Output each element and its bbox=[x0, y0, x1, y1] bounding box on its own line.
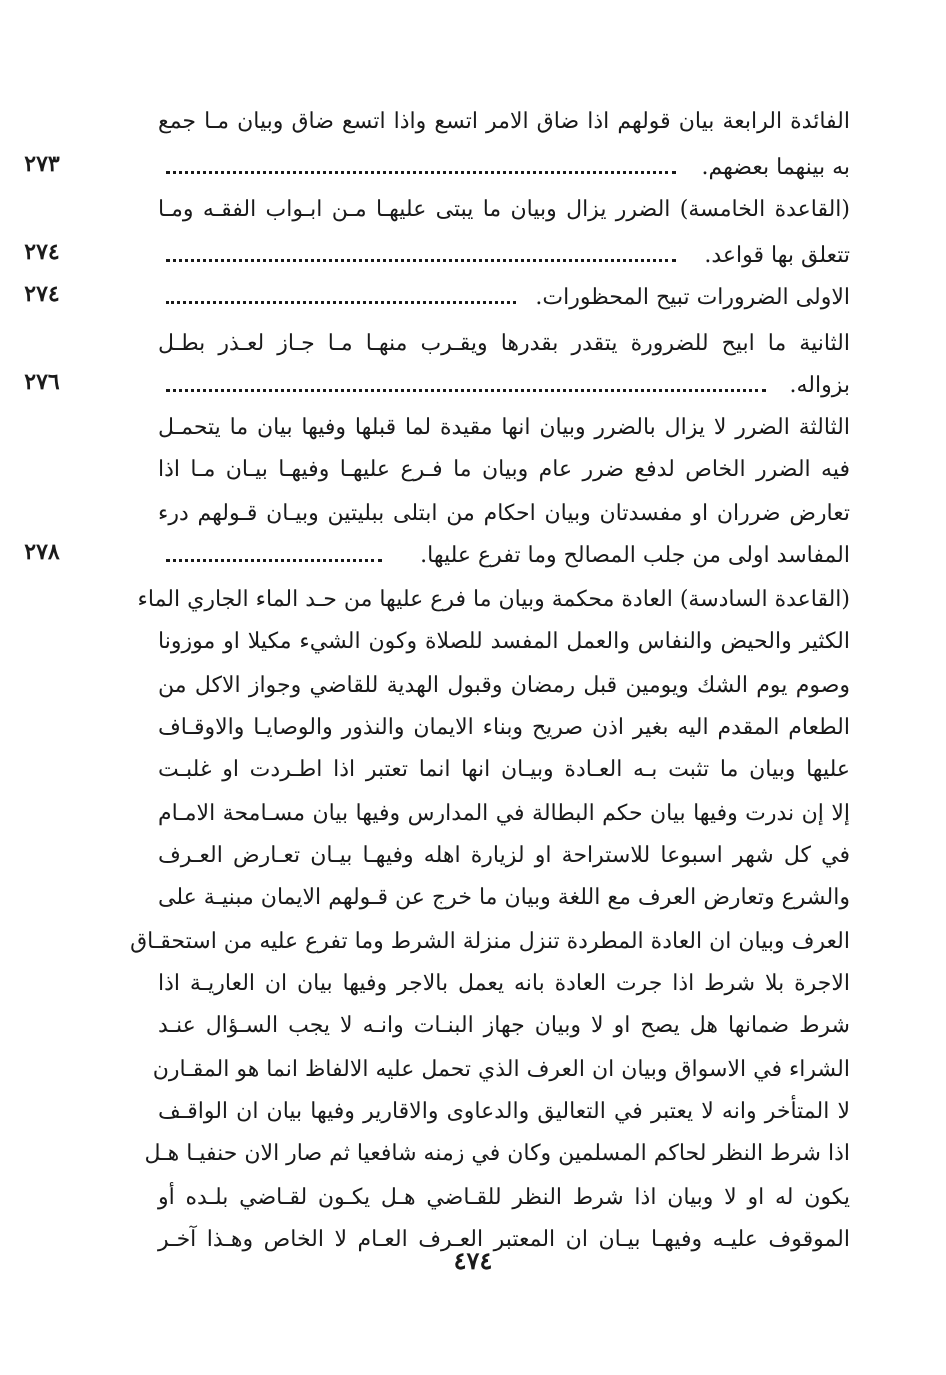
toc-page-number: ٢٧٨ bbox=[24, 539, 60, 565]
text-line bbox=[70, 1004, 850, 1050]
text-line bbox=[24, 146, 850, 192]
text-line bbox=[24, 364, 850, 410]
toc-page-number: ٢٧٣ bbox=[24, 151, 60, 177]
dot-leader bbox=[166, 298, 516, 304]
text-line bbox=[70, 100, 850, 146]
line-text: الثالثة الضرر لا يزال بالضرر وبيان انها مقيدة لما قبلها وفيها بيان ما يتحمـل bbox=[158, 415, 850, 440]
text-line bbox=[70, 1132, 850, 1178]
dot-leader bbox=[166, 386, 766, 392]
line-text: تعارض ضرران او مفسدتان وبيان احكام من ابتلى ببليتين وبيـان قـولهم درء bbox=[158, 501, 850, 526]
line-text: تتعلق بها قواعد. bbox=[704, 243, 850, 268]
dot-leader bbox=[166, 256, 676, 262]
text-line bbox=[70, 406, 850, 452]
text-line bbox=[70, 1090, 850, 1136]
line-text: والشرع وتعارض العرف مع اللغة وبيان ما خرج عن قـولهم الايمان مبنيـة على bbox=[158, 885, 850, 910]
text-line bbox=[70, 664, 850, 710]
line-text: العرف وبيان ان العادة المطردة تنزل منزلة الشرط وما تفرع عليه من استحقـاق bbox=[130, 929, 850, 954]
text-line bbox=[70, 578, 850, 624]
text-line bbox=[70, 492, 850, 538]
page-number: ٤٧٤ bbox=[453, 1246, 493, 1275]
line-text: بزواله. bbox=[789, 373, 850, 398]
text-line bbox=[70, 962, 850, 1008]
line-text: الطعام المقدم اليه بغير اذن صريح وبناء الايمان والنذور والوصايـا والاوقـاف bbox=[158, 715, 850, 740]
line-text: إلا إن ندرت وفيها بيان حكم البطالة في المدارس وفيها بيان مسـامحة الامـام bbox=[158, 801, 850, 826]
line-text: الاولى الضرورات تبيح المحظورات. bbox=[535, 285, 850, 310]
text-line bbox=[24, 534, 850, 580]
line-text: الشراء في الاسواق وبيان ان العرف الذي تحمل عليه الالفاظ انما هو المقـارن bbox=[152, 1057, 850, 1082]
line-text: في كل شهر اسبوعا للاستراحة او لزيارة اهله وفيهـا بيـان تعـارض العـرف bbox=[158, 843, 850, 868]
line-text: (القاعدة السادسة) العادة محكمة وبيان ما فرع عليها من حـد الماء الجاري الماء bbox=[137, 587, 850, 612]
line-text: الكثير والحيض والنفاس والعمل المفسد للصلاة وكون الشيء مكيلا او موزونا bbox=[158, 629, 850, 654]
text-line bbox=[70, 834, 850, 880]
text-line bbox=[70, 1176, 850, 1222]
line-text: الاجرة بلا شرط اذا جرت العادة بانه يعمل بالاجر وفيها بيان ان العاريـة اذا bbox=[158, 971, 850, 996]
text-line bbox=[70, 876, 850, 922]
line-text: اذا شرط النظر لحاكم المسلمين وكان في زمنه شافعيا ثم صار الان حنفيـا هـل bbox=[144, 1141, 850, 1166]
toc-page-number: ٢٧٦ bbox=[24, 369, 60, 395]
line-text: لا المتأخر وانه لا يعتبر في التعاليق والدعاوى والاقارير وفيها بيان ان الواقـف bbox=[158, 1099, 850, 1124]
line-text: الثانية ما ابيح للضرورة يتقدر بقدرها ويقـرب منهـا مـا جـاز لعـذر بطـل bbox=[158, 331, 850, 356]
text-line bbox=[70, 1048, 850, 1094]
dot-leader bbox=[166, 168, 676, 174]
text-line bbox=[24, 234, 850, 280]
line-text: فيه الضرر الخاص لدفع ضرر عام وبيان ما فـرع عليهـا وفيهـا بيـان مـا اذا bbox=[158, 457, 850, 482]
line-text: وصوم يوم الشك ويومين قبل رمضان وقبول الهدية للقاضي وجواز الاكل من bbox=[158, 673, 850, 698]
text-line bbox=[70, 706, 850, 752]
line-text: الموقوف عليـه وفيهـا بيـان ان المعتبر العـرف العـام لا الخاص وهـذا آخـر bbox=[158, 1227, 850, 1252]
line-text: (القاعدة الخامسة) الضرر يزال وبيان ما يبتى عليهـا مـن ابـواب الفقـه ومـا bbox=[158, 197, 850, 222]
text-line bbox=[70, 448, 850, 494]
line-text: عليها وبيان ما تثبت بـه العـادة وبيـان انها انما تعتبر اذا اطـردت او غلبـت bbox=[158, 757, 850, 782]
text-line bbox=[70, 748, 850, 794]
line-text: به بينهما بعضهم. bbox=[701, 155, 850, 180]
text-line bbox=[70, 188, 850, 234]
text-line bbox=[70, 322, 850, 368]
text-line bbox=[70, 920, 850, 966]
toc-page-number: ٢٧٤ bbox=[24, 281, 60, 307]
text-line bbox=[24, 276, 850, 322]
line-text: المفاسد اولى من جلب المصالح وما تفرع عليها. bbox=[420, 543, 850, 568]
dot-leader bbox=[166, 556, 382, 562]
line-text: الفائدة الرابعة بيان قولهم اذا ضاق الامر اتسع واذا اتسع ضاق وبيان مـا جمع bbox=[158, 109, 850, 134]
text-line bbox=[70, 1218, 850, 1264]
line-text: شرط ضمانها هل يصح او لا وبيان جهاز البنـات وانـه لا يجب السـؤال عنـد bbox=[158, 1013, 850, 1038]
line-text: يكون له او لا وبيان اذا شرط النظر للقـاضي هـل يكـون لقـاضي بلـده أو bbox=[158, 1185, 850, 1210]
toc-page-number: ٢٧٤ bbox=[24, 239, 60, 265]
text-line bbox=[70, 620, 850, 666]
text-line bbox=[70, 792, 850, 838]
